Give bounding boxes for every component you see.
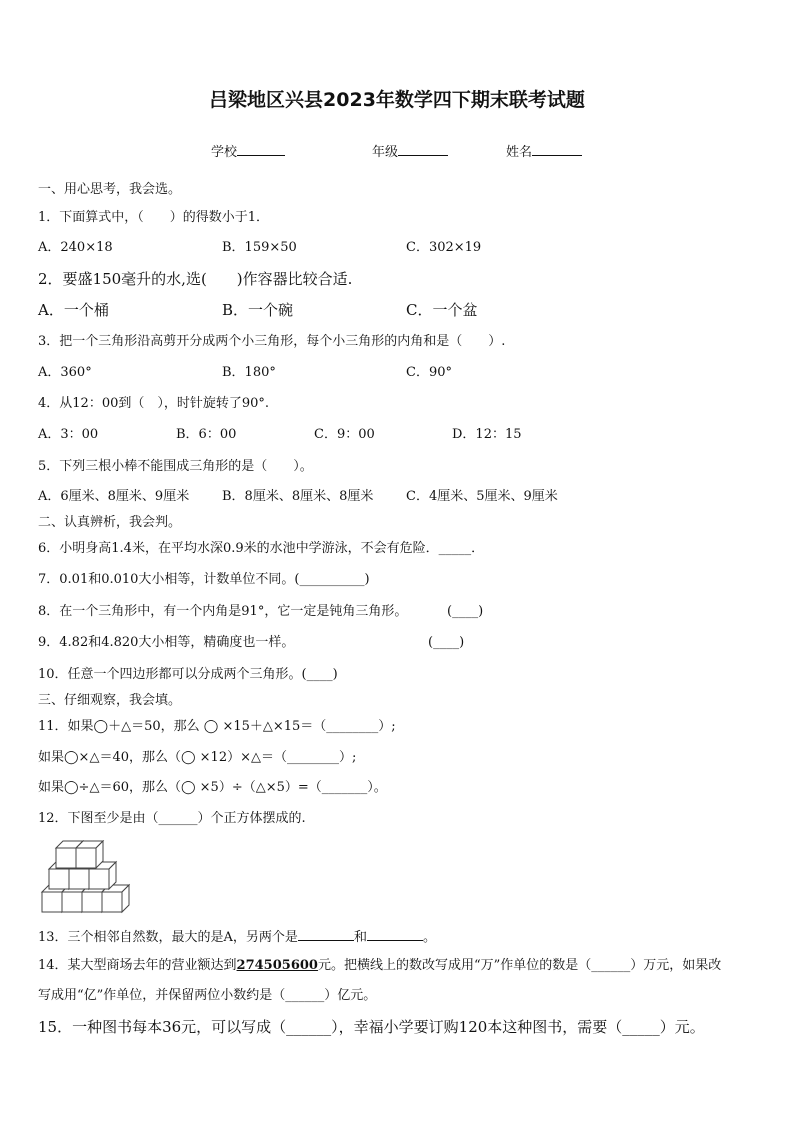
question-9-blank[interactable]: (____) [428,635,465,650]
q3-option-a[interactable]: A．360° [38,365,92,380]
question-14-line-2: 写成用“亿”作单位，并保留两位小数约是（______）亿元。 [38,988,377,1003]
q4-option-b[interactable]: B．6：00 [176,427,237,442]
question-12: 12．下图至少是由（______）个正方体摆成的. [38,811,306,826]
grade-label: 年级 [372,145,399,160]
q13-blank-1[interactable] [298,927,354,941]
question-9-stem: 9．4.82和4.820大小相等，精确度也一样。 [38,635,295,650]
q14-text-pre: 14．某大型商场去年的营业额达到 [38,958,237,973]
name-blank[interactable] [532,142,582,156]
cube-stack-figure [40,840,130,915]
q14-text-post: 元。把横线上的数改写成用“万”作单位的数是（______）万元，如果改 [317,958,722,973]
question-4-stem: 4．从12：00到（ ），时针旋转了90°. [38,396,270,411]
page-title: 吕梁地区兴县2023年数学四下期末联考试题 [209,89,585,111]
school-field[interactable] [211,142,285,161]
section-heading-1: 一、用心思考，我会选。 [38,182,182,197]
question-11-line-3: 如果◯÷△＝60，那么（◯ ×5）÷（△×5）=（_______）。 [38,780,387,795]
q13-blank-2[interactable] [367,927,423,941]
question-1-stem: 1．下面算式中，（ ）的得数小于1． [38,210,270,225]
cube-top-2 [76,841,103,868]
q5-option-a[interactable]: A．6厘米、8厘米、9厘米 [38,489,190,504]
question-11-line-2: 如果◯×△＝40，那么（◯ ×12）×△＝（________）; [38,750,357,765]
question-8-stem: 8．在一个三角形中，有一个内角是91°，它一定是钝角三角形。 [38,604,408,619]
q5-option-c[interactable]: C．4厘米、5厘米、9厘米 [406,489,558,504]
question-7: 7．0.01和0.010大小相等，计数单位不同。(__________) [38,572,370,587]
question-6: 6．小明身高1.4米，在平均水深0.9米的水池中学游泳，不会有危险．_____． [38,541,485,556]
q5-option-b[interactable]: B．8厘米、8厘米、8厘米 [222,489,374,504]
q4-option-c[interactable]: C．9：00 [314,427,375,442]
grade-blank[interactable] [398,142,448,156]
question-13 [38,927,436,946]
q13-text-pre: 13．三个相邻自然数，最大的是A，另两个是 [38,930,298,945]
question-10: 10．任意一个四边形都可以分成两个三角形。(____) [38,667,338,682]
q13-text-mid: 和 [353,930,367,945]
name-label: 姓名 [506,145,533,160]
school-label: 学校 [211,145,238,160]
q4-option-a[interactable]: A．3：00 [38,427,99,442]
grade-field[interactable] [372,142,448,161]
q2-option-a[interactable]: A．一个桶 [38,301,109,319]
q1-option-a[interactable]: A．240×18 [38,240,113,255]
question-2-stem: 2．要盛150毫升的水,选( )作容器比较合适. [38,270,353,288]
q2-option-b[interactable]: B．一个碗 [222,301,294,319]
question-11-line-1: 11．如果◯＋△＝50，那么 ◯ ×15＋△×15＝（________）; [38,719,396,734]
question-15: 15．一种图书每本36元，可以写成（______），幸福小学要订购120本这种图书，需要（_____）元。 [38,1018,705,1036]
q1-option-c[interactable]: C．302×19 [406,240,482,255]
name-field[interactable] [506,142,582,161]
q2-option-c[interactable]: C．一个盆 [406,301,478,319]
school-blank[interactable] [237,142,285,156]
question-8-blank[interactable]: (____) [447,604,484,619]
section-heading-2: 二、认真辨析，我会判。 [38,515,182,530]
q4-option-d[interactable]: D．12：15 [452,427,522,442]
q3-option-b[interactable]: B．180° [222,365,276,380]
section-heading-3: 三、仔细观察，我会填。 [38,693,182,708]
question-14-line-1 [38,958,721,974]
q13-text-post: 。 [422,930,436,945]
q1-option-b[interactable]: B．159×50 [222,240,297,255]
q3-option-c[interactable]: C．90° [406,365,452,380]
question-3-stem: 3．把一个三角形沿高剪开分成两个小三角形，每个小三角形的内角和是（ ）. [38,334,506,349]
question-5-stem: 5．下列三根小棒不能围成三角形的是（ ）。 [38,459,313,474]
q14-underlined-number: 274505600 [236,958,318,973]
